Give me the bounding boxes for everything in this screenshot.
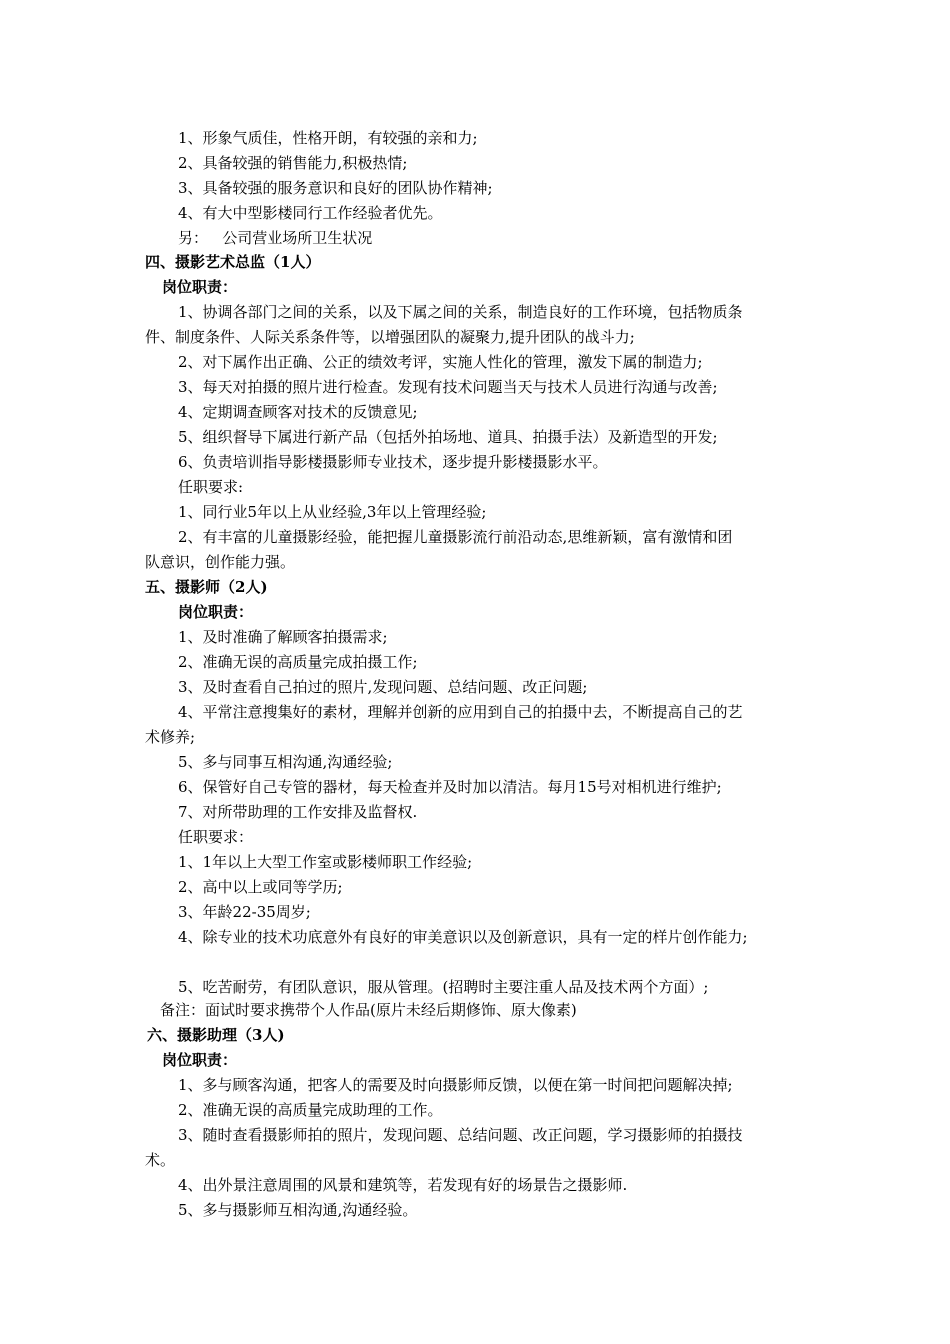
text-line: 3、年龄22-35周岁; — [178, 903, 311, 921]
text-line: 4、定期调查顾客对技术的反馈意见; — [178, 403, 418, 421]
text-line: 5、吃苦耐劳，有团队意识，服从管理。(招聘时主要注重人品及技术两个方面）; — [178, 978, 709, 996]
text-line: 5、多与同事互相沟通,沟通经验; — [178, 753, 393, 771]
text-line: 队意识，创作能力强。 — [145, 553, 296, 571]
text-line: 1、同行业5年以上从业经验,3年以上管理经验; — [178, 503, 487, 521]
section-heading: 四、摄影艺术总监（1人） — [145, 253, 321, 271]
text-line: 3、随时查看摄影师拍的照片，发现问题、总结问题、改正问题，学习摄影师的拍摄技 — [178, 1126, 743, 1144]
text-line: 3、及时查看自己拍过的照片,发现问题、总结问题、改正问题; — [178, 678, 588, 696]
text-line: 4、平常注意搜集好的素材，理解并创新的应用到自己的拍摄中去，不断提高自己的艺 — [178, 703, 743, 721]
text-line: 4、出外景注意周围的风景和建筑等，若发现有好的场景告之摄影师. — [178, 1176, 628, 1194]
text-line: 任职要求： — [178, 828, 254, 846]
text-line: 任职要求: — [178, 478, 244, 496]
text-line: 2、对下属作出正确、公正的绩效考评，实施人性化的管理，激发下属的制造力; — [178, 353, 703, 371]
note-line: 备注：面试时要求携带个人作品(原片未经后期修饰、原大像素) — [160, 1001, 577, 1019]
text-line: 5、组织督导下属进行新产品（包括外拍场地、道具、拍摄手法）及新造型的开发; — [178, 428, 718, 446]
text-line: 1、及时准确了解顾客拍摄需求; — [178, 628, 388, 646]
text-line: 4、有大中型影楼同行工作经验者优先。 — [178, 204, 443, 222]
text-line: 6、负责培训指导影楼摄影师专业技术，逐步提升影楼摄影水平。 — [178, 453, 608, 471]
text-line: 5、多与摄影师互相沟通,沟通经验。 — [178, 1201, 418, 1219]
text-line: 2、有丰富的儿童摄影经验，能把握儿童摄影流行前沿动态,思维新颖，富有激情和团 — [178, 528, 733, 546]
subheading: 岗位职责： — [162, 1051, 238, 1069]
section-heading: 五、摄影师（2人) — [145, 578, 268, 596]
subheading: 岗位职责： — [162, 278, 238, 296]
text-line: 7、对所带助理的工作安排及监督权. — [178, 803, 418, 821]
text-line: 1、协调各部门之间的关系，以及下属之间的关系，制造良好的工作环境，包括物质条 — [178, 303, 743, 321]
text-line: 2、准确无误的高质量完成助理的工作。 — [178, 1101, 443, 1119]
text-line: 2、高中以上或同等学历; — [178, 878, 343, 896]
text-line: 1、形象气质佳，性格开朗，有较强的亲和力; — [178, 129, 478, 147]
text-line: 术修养; — [145, 728, 196, 746]
text-line: 1、1年以上大型工作室或影楼师职工作经验; — [178, 853, 473, 871]
text-line: 另： 公司营业场所卫生状况 — [178, 229, 373, 247]
text-line: 2、具备较强的销售能力,积极热情; — [178, 154, 408, 172]
text-line: 1、多与顾客沟通，把客人的需要及时向摄影师反馈，以便在第一时间把问题解决掉; — [178, 1076, 733, 1094]
text-line: 3、具备较强的服务意识和良好的团队协作精神; — [178, 179, 493, 197]
text-line: 2、准确无误的高质量完成拍摄工作; — [178, 653, 418, 671]
text-line: 4、除专业的技术功底意外有良好的审美意识以及创新意识，具有一定的样片创作能力; — [178, 928, 748, 946]
text-line: 件、制度条件、人际关系条件等，以增强团队的凝聚力,提升团队的战斗力; — [145, 328, 635, 346]
text-line: 6、保管好自己专管的器材，每天检查并及时加以清洁。每月15号对相机进行维护; — [178, 778, 722, 796]
text-line: 3、每天对拍摄的照片进行检查。发现有技术问题当天与技术人员进行沟通与改善; — [178, 378, 718, 396]
subheading: 岗位职责： — [178, 603, 254, 621]
text-line: 术。 — [145, 1151, 176, 1169]
section-heading: 六、摄影助理（3人) — [147, 1026, 285, 1044]
